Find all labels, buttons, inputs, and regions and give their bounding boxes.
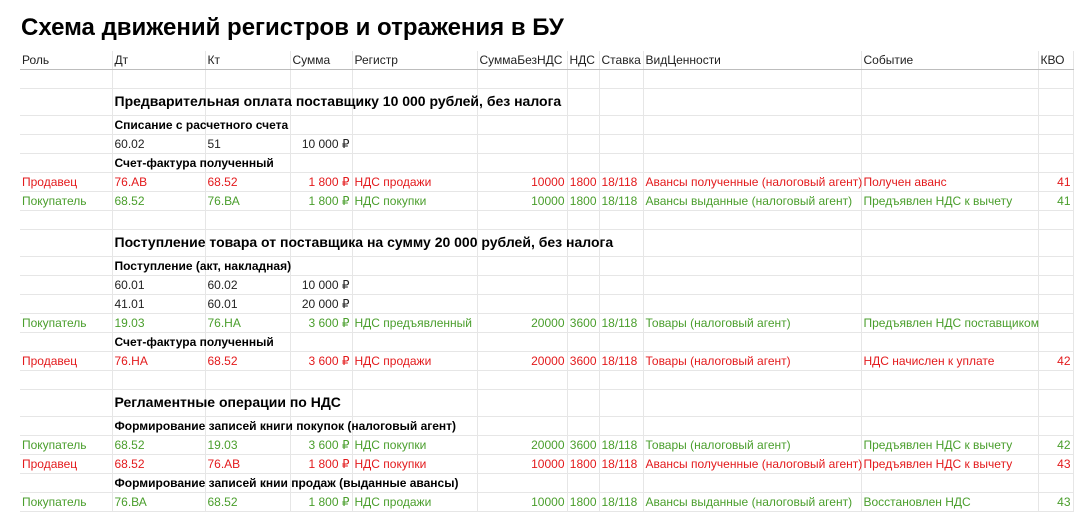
empty-cell xyxy=(861,417,1038,436)
cell-register: НДС продажи xyxy=(352,493,477,512)
cell-rate xyxy=(599,135,643,154)
table-row xyxy=(20,314,1073,333)
cell-kvo xyxy=(1038,276,1073,295)
empty-cell xyxy=(861,371,1038,390)
empty-cell xyxy=(352,154,477,173)
cell-credit: 76.АВ xyxy=(205,455,290,474)
cell-debit: 60.02 xyxy=(112,135,205,154)
subsection-heading-row xyxy=(20,116,1073,135)
subsection-heading xyxy=(112,257,292,276)
empty-cell xyxy=(477,70,567,89)
table-row xyxy=(20,135,1073,154)
cell-rate: 18/118 xyxy=(599,314,643,333)
section-heading xyxy=(112,390,341,417)
cell-credit: 60.01 xyxy=(205,295,290,314)
cell-rate: 18/118 xyxy=(599,192,643,211)
cell-rate: 18/118 xyxy=(599,173,643,192)
empty-cell xyxy=(567,371,599,390)
cell-kvo: 42 xyxy=(1038,352,1073,371)
empty-cell xyxy=(1038,70,1073,89)
empty-cell xyxy=(599,211,643,230)
cell-kvo xyxy=(1038,314,1073,333)
cell-event: Предъявлен НДС поставщиком xyxy=(861,314,1038,333)
cell-event: Получен аванс xyxy=(861,173,1038,192)
cell-credit: 68.52 xyxy=(205,352,290,371)
cell-amount: 1 800 ₽ xyxy=(290,455,352,474)
empty-cell xyxy=(599,333,643,352)
cell-value-type xyxy=(643,295,861,314)
cell-amount: 10 000 ₽ xyxy=(290,276,352,295)
subsection-heading-row xyxy=(20,417,1073,436)
empty-cell xyxy=(20,154,112,173)
empty-cell xyxy=(861,211,1038,230)
cell-vat: 1800 xyxy=(567,173,599,192)
empty-cell xyxy=(1038,89,1073,116)
cell-event: Предъявлен НДС к вычету xyxy=(861,192,1038,211)
cell-role: Покупатель xyxy=(20,493,112,512)
empty-cell xyxy=(477,390,567,417)
empty-cell xyxy=(112,70,205,89)
empty-cell xyxy=(1038,474,1073,493)
empty-cell xyxy=(477,116,567,135)
empty-cell xyxy=(643,257,861,276)
cell-event xyxy=(861,276,1038,295)
cell-event xyxy=(861,135,1038,154)
cell-kvo: 41 xyxy=(1038,173,1073,192)
empty-cell xyxy=(290,211,352,230)
empty-cell xyxy=(20,211,112,230)
cell-role: Продавец xyxy=(20,173,112,192)
empty-cell xyxy=(352,333,477,352)
empty-cell xyxy=(643,371,861,390)
cell-amount: 10 000 ₽ xyxy=(290,135,352,154)
cell-credit: 68.52 xyxy=(205,493,290,512)
column-header-value-type: ВидЦенности xyxy=(643,51,861,70)
column-header-register: Регистр xyxy=(352,51,477,70)
empty-cell xyxy=(20,333,112,352)
cell-register: НДС покупки xyxy=(352,192,477,211)
cell-register: НДС предъявленный xyxy=(352,314,477,333)
empty-cell xyxy=(20,417,112,436)
empty-cell xyxy=(477,211,567,230)
column-header-kvo: КВО xyxy=(1038,51,1073,70)
cell-amount: 3 600 ₽ xyxy=(290,352,352,371)
empty-cell xyxy=(643,154,861,173)
cell-rate: 18/118 xyxy=(599,493,643,512)
cell-amount-no-vat xyxy=(477,276,567,295)
cell-vat: 1800 xyxy=(567,455,599,474)
cell-amount-no-vat: 20000 xyxy=(477,436,567,455)
cell-amount-no-vat: 10000 xyxy=(477,455,567,474)
cell-value-type: Товары (налоговый агент) xyxy=(643,352,861,371)
cell-debit: 76.ВА xyxy=(112,493,205,512)
cell-rate: 18/118 xyxy=(599,455,643,474)
empty-cell xyxy=(599,257,643,276)
cell-vat xyxy=(567,135,599,154)
cell-event: Предъявлен НДС к вычету xyxy=(861,455,1038,474)
empty-cell xyxy=(567,154,599,173)
empty-cell xyxy=(477,417,567,436)
empty-cell xyxy=(1038,154,1073,173)
cell-event: Предъявлен НДС к вычету xyxy=(861,436,1038,455)
cell-debit: 41.01 xyxy=(112,295,205,314)
cell-register xyxy=(352,135,477,154)
empty-cell xyxy=(599,474,643,493)
empty-cell xyxy=(599,154,643,173)
cell-value-type: Товары (налоговый агент) xyxy=(643,436,861,455)
cell-role: Покупатель xyxy=(20,436,112,455)
cell-amount-no-vat xyxy=(477,295,567,314)
subsection-heading xyxy=(112,154,274,173)
empty-cell xyxy=(861,390,1038,417)
empty-cell xyxy=(477,154,567,173)
blank-row xyxy=(20,211,1073,230)
empty-cell xyxy=(567,211,599,230)
cell-register: НДС продажи xyxy=(352,173,477,192)
empty-cell xyxy=(205,211,290,230)
empty-cell xyxy=(567,390,599,417)
subsection-heading-text: Счет-фактура полученный xyxy=(114,156,274,170)
empty-cell xyxy=(567,417,599,436)
section-heading-text: Регламентные операции по НДС xyxy=(114,394,341,410)
cell-event: Восстановлен НДС xyxy=(861,493,1038,512)
empty-cell xyxy=(567,89,599,116)
cell-credit: 60.02 xyxy=(205,276,290,295)
empty-cell xyxy=(567,257,599,276)
table-row xyxy=(20,455,1073,474)
section-heading-row xyxy=(20,89,1073,116)
empty-cell xyxy=(643,417,861,436)
cell-value-type: Авансы выданные (налоговый агент) xyxy=(643,493,861,512)
empty-cell xyxy=(1038,230,1073,257)
cell-amount-no-vat: 10000 xyxy=(477,173,567,192)
subsection-heading-text: Поступление (акт, накладная) xyxy=(114,259,292,273)
subsection-heading-text: Формирование записей книги покупок (налоговый агент) xyxy=(114,419,457,433)
empty-cell xyxy=(1038,371,1073,390)
cell-amount-no-vat: 20000 xyxy=(477,314,567,333)
empty-cell xyxy=(1038,257,1073,276)
empty-cell xyxy=(20,70,112,89)
empty-cell xyxy=(1038,116,1073,135)
cell-debit: 19.03 xyxy=(112,314,205,333)
cell-vat: 3600 xyxy=(567,436,599,455)
empty-cell xyxy=(352,371,477,390)
cell-amount: 1 800 ₽ xyxy=(290,493,352,512)
empty-cell xyxy=(20,257,112,276)
empty-cell xyxy=(861,333,1038,352)
registers-table xyxy=(20,51,1074,512)
cell-kvo: 42 xyxy=(1038,436,1073,455)
empty-cell xyxy=(477,257,567,276)
cell-credit: 76.ВА xyxy=(205,192,290,211)
empty-cell xyxy=(205,70,290,89)
empty-cell xyxy=(290,154,352,173)
cell-value-type: Авансы полученные (налоговый агент) xyxy=(643,455,861,474)
cell-value-type: Авансы полученные (налоговый агент) xyxy=(643,173,861,192)
cell-debit: 68.52 xyxy=(112,192,205,211)
empty-cell xyxy=(290,257,352,276)
subsection-heading-row xyxy=(20,154,1073,173)
empty-cell xyxy=(861,70,1038,89)
cell-event: НДС начислен к уплате xyxy=(861,352,1038,371)
cell-register: НДС продажи xyxy=(352,352,477,371)
empty-cell xyxy=(643,390,861,417)
empty-cell xyxy=(861,474,1038,493)
column-header-credit: Кт xyxy=(205,51,290,70)
cell-vat: 1800 xyxy=(567,493,599,512)
empty-cell xyxy=(643,70,861,89)
cell-role: Продавец xyxy=(20,352,112,371)
empty-cell xyxy=(643,211,861,230)
empty-cell xyxy=(112,211,205,230)
cell-vat: 1800 xyxy=(567,192,599,211)
cell-amount: 1 800 ₽ xyxy=(290,173,352,192)
blank-row xyxy=(20,371,1073,390)
cell-event xyxy=(861,295,1038,314)
cell-amount: 1 800 ₽ xyxy=(290,192,352,211)
cell-role: Покупатель xyxy=(20,192,112,211)
empty-cell xyxy=(477,371,567,390)
empty-cell xyxy=(20,116,112,135)
cell-kvo: 41 xyxy=(1038,192,1073,211)
cell-role: Покупатель xyxy=(20,314,112,333)
cell-amount-no-vat: 10000 xyxy=(477,493,567,512)
page-title: Схема движений регистров и отражения в БУ xyxy=(21,14,564,41)
empty-cell xyxy=(20,89,112,116)
empty-cell xyxy=(643,474,861,493)
subsection-heading xyxy=(112,474,459,493)
cell-debit: 76.АВ xyxy=(112,173,205,192)
empty-cell xyxy=(643,230,861,257)
table-row xyxy=(20,352,1073,371)
cell-amount-no-vat xyxy=(477,135,567,154)
cell-credit: 68.52 xyxy=(205,173,290,192)
cell-debit: 76.НА xyxy=(112,352,205,371)
empty-cell xyxy=(567,333,599,352)
subsection-heading-row xyxy=(20,257,1073,276)
empty-cell xyxy=(861,116,1038,135)
empty-cell xyxy=(290,70,352,89)
empty-cell xyxy=(599,70,643,89)
cell-kvo xyxy=(1038,295,1073,314)
subsection-heading-row xyxy=(20,474,1073,493)
cell-register xyxy=(352,295,477,314)
empty-cell xyxy=(20,371,112,390)
cell-register xyxy=(352,276,477,295)
cell-register: НДС покупки xyxy=(352,436,477,455)
cell-credit: 19.03 xyxy=(205,436,290,455)
empty-cell xyxy=(567,474,599,493)
empty-cell xyxy=(599,116,643,135)
table-header-row xyxy=(20,51,1073,70)
cell-kvo: 43 xyxy=(1038,493,1073,512)
table-row xyxy=(20,436,1073,455)
empty-cell xyxy=(599,371,643,390)
subsection-heading-text: Формирование записей книи продаж (выданные авансы) xyxy=(114,476,459,490)
cell-kvo xyxy=(1038,135,1073,154)
empty-cell xyxy=(1038,333,1073,352)
cell-amount: 20 000 ₽ xyxy=(290,295,352,314)
column-header-debit: Дт xyxy=(112,51,205,70)
table-row xyxy=(20,493,1073,512)
subsection-heading-text: Счет-фактура полученный xyxy=(114,335,274,349)
blank-row xyxy=(20,70,1073,89)
column-header-amount-no-vat: СуммаБезНДС xyxy=(477,51,567,70)
empty-cell xyxy=(290,333,352,352)
cell-amount: 3 600 ₽ xyxy=(290,436,352,455)
cell-rate: 18/118 xyxy=(599,436,643,455)
empty-cell xyxy=(20,230,112,257)
cell-value-type: Авансы выданные (налоговый агент) xyxy=(643,192,861,211)
cell-vat xyxy=(567,295,599,314)
section-heading xyxy=(112,230,614,257)
cell-credit: 76.НА xyxy=(205,314,290,333)
subsection-heading-row xyxy=(20,333,1073,352)
cell-role: Продавец xyxy=(20,455,112,474)
empty-cell xyxy=(599,89,643,116)
empty-cell xyxy=(352,211,477,230)
section-heading-row xyxy=(20,230,1073,257)
cell-credit: 51 xyxy=(205,135,290,154)
empty-cell xyxy=(352,116,477,135)
cell-rate xyxy=(599,295,643,314)
empty-cell xyxy=(352,257,477,276)
cell-amount: 3 600 ₽ xyxy=(290,314,352,333)
empty-cell xyxy=(1038,211,1073,230)
empty-cell xyxy=(643,89,861,116)
empty-cell xyxy=(567,70,599,89)
cell-role xyxy=(20,135,112,154)
cell-vat: 3600 xyxy=(567,314,599,333)
column-header-vat: НДС xyxy=(567,51,599,70)
cell-rate xyxy=(599,276,643,295)
empty-cell xyxy=(205,371,290,390)
empty-cell xyxy=(290,371,352,390)
empty-cell xyxy=(599,417,643,436)
cell-register: НДС покупки xyxy=(352,455,477,474)
cell-debit: 68.52 xyxy=(112,436,205,455)
table-row xyxy=(20,192,1073,211)
cell-kvo: 43 xyxy=(1038,455,1073,474)
cell-role xyxy=(20,276,112,295)
empty-cell xyxy=(643,116,861,135)
empty-cell xyxy=(352,390,477,417)
cell-vat: 3600 xyxy=(567,352,599,371)
cell-amount-no-vat: 20000 xyxy=(477,352,567,371)
empty-cell xyxy=(1038,390,1073,417)
empty-cell xyxy=(477,333,567,352)
empty-cell xyxy=(861,230,1038,257)
cell-debit: 60.01 xyxy=(112,276,205,295)
cell-value-type xyxy=(643,135,861,154)
column-header-rate: Ставка xyxy=(599,51,643,70)
cell-rate: 18/118 xyxy=(599,352,643,371)
empty-cell xyxy=(643,333,861,352)
empty-cell xyxy=(861,89,1038,116)
cell-debit: 68.52 xyxy=(112,455,205,474)
cell-vat xyxy=(567,276,599,295)
cell-amount-no-vat: 10000 xyxy=(477,192,567,211)
section-heading-text: Поступление товара от поставщика на сумму 20 000 рублей, без налога xyxy=(114,234,614,250)
subsection-heading xyxy=(112,417,457,436)
empty-cell xyxy=(861,257,1038,276)
empty-cell xyxy=(861,154,1038,173)
section-heading xyxy=(112,89,562,116)
section-heading-text: Предварительная оплата поставщику 10 000 рублей, без налога xyxy=(114,93,562,109)
column-header-role: Роль xyxy=(20,51,112,70)
column-header-amount: Сумма xyxy=(290,51,352,70)
subsection-heading xyxy=(112,333,274,352)
table-row xyxy=(20,295,1073,314)
empty-cell xyxy=(20,390,112,417)
table-row xyxy=(20,173,1073,192)
empty-cell xyxy=(477,474,567,493)
empty-cell xyxy=(567,116,599,135)
empty-cell xyxy=(1038,417,1073,436)
table-row xyxy=(20,276,1073,295)
empty-cell xyxy=(290,116,352,135)
subsection-heading xyxy=(112,116,289,135)
column-header-event: Событие xyxy=(861,51,1038,70)
empty-cell xyxy=(20,474,112,493)
subsection-heading-text: Списание с расчетного счета xyxy=(114,118,289,132)
cell-value-type xyxy=(643,276,861,295)
cell-role xyxy=(20,295,112,314)
cell-value-type: Товары (налоговый агент) xyxy=(643,314,861,333)
empty-cell xyxy=(352,70,477,89)
section-heading-row xyxy=(20,390,1073,417)
empty-cell xyxy=(112,371,205,390)
empty-cell xyxy=(599,390,643,417)
